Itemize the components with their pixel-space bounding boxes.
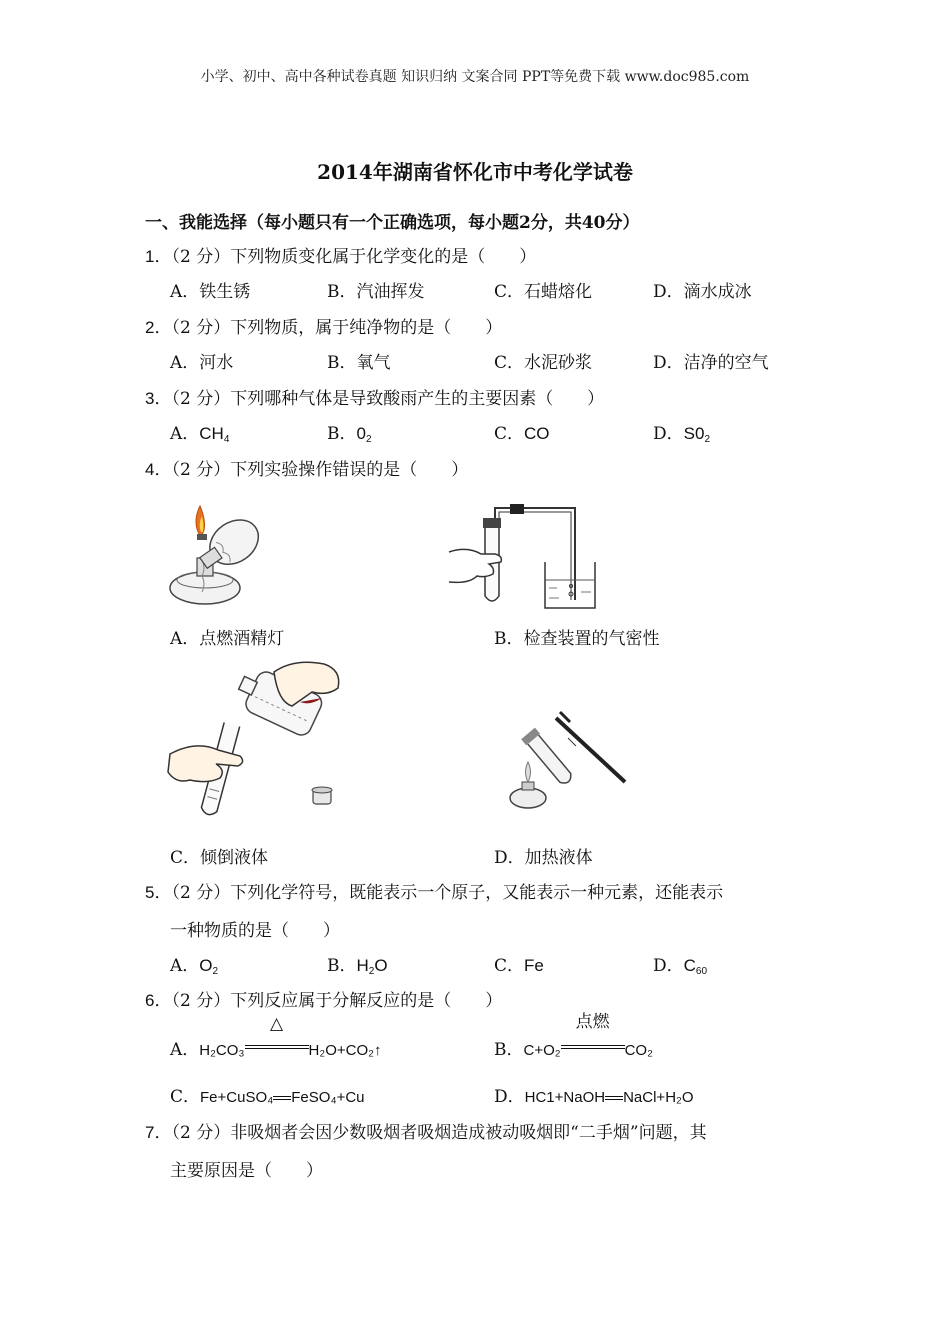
question-4 <box>145 457 468 483</box>
q4-option-b: B．检查装置的气密性 <box>494 629 660 649</box>
question-stem: （2 分）下列化学符号，既能表示一个原子，又能表示一种元素，还能表示 <box>171 883 724 903</box>
question-number: 1． <box>145 247 172 266</box>
question-7 <box>145 1120 707 1146</box>
question-stem: （2 分）下列实验操作错误的是（ ） <box>171 460 469 480</box>
alcohol-lamp-lighting-illustration <box>160 500 270 612</box>
equation-right: CO₂ <box>624 1042 653 1059</box>
question-3 <box>145 386 604 412</box>
q4-option-a: A．点燃酒精灯 <box>170 629 285 649</box>
q6-option-a: A．H₂CO₃ △ H₂O+CO₂↑ <box>170 1037 381 1064</box>
page-header: 小学、初中、高中各种试卷真题 知识归纳 文案合同 PPT等免费下载 www.doc985.com <box>200 69 750 85</box>
q5-option-b: B．$H_2O$ <box>327 956 388 977</box>
equation-left: Fe+CuSO₄ <box>200 1089 274 1106</box>
q4-option-c: C．倾倒液体 <box>170 848 269 868</box>
question-stem: （2 分）下列哪种气体是导致酸雨产生的主要因素（ ） <box>171 389 605 409</box>
q3-option-c: C．CO <box>494 424 550 444</box>
question-number: 2． <box>145 318 172 337</box>
q3-option-b: B．$0_2$ <box>327 424 372 445</box>
question-stem: （2 分）下列反应属于分解反应的是（ ） <box>171 991 503 1011</box>
q1-option-c: C．石蜡熔化 <box>494 282 593 302</box>
question-number: 6． <box>145 991 172 1010</box>
exam-title: 2014年湖南省怀化市中考化学试卷 <box>317 160 633 184</box>
q6-option-b: B．C+O₂ 点燃 CO₂ <box>494 1037 653 1064</box>
equation-right: NaCl+H₂O <box>623 1089 694 1106</box>
equation-left: HC1+NaOH <box>524 1089 606 1106</box>
question-number: 4． <box>145 460 172 479</box>
q5-option-c: C．Fe <box>494 956 544 976</box>
question-5 <box>145 880 723 906</box>
ignite-condition: 点燃 <box>575 1012 610 1032</box>
q3-option-d: D．$S0_2$ <box>653 424 710 445</box>
equation-right: FeSO₄+Cu <box>291 1089 365 1106</box>
q6-option-d: D．HC1+NaOH NaCl+H₂O <box>494 1087 694 1107</box>
q2-option-b: B．氧气 <box>327 353 391 373</box>
question-number: 5． <box>145 883 172 902</box>
equation-left: C+O₂ <box>523 1042 561 1059</box>
question-stem: （2 分）下列物质变化属于化学变化的是（ ） <box>171 247 537 267</box>
question-5-continuation: 一种物质的是（ ） <box>170 921 340 941</box>
q5-option-d: D．$C_{60}$ <box>653 956 708 977</box>
question-2 <box>145 315 502 341</box>
heat-condition: △ <box>270 1014 284 1034</box>
q2-option-a: A．河水 <box>170 353 234 373</box>
equation-right: H₂O+CO₂↑ <box>308 1042 382 1059</box>
section-heading: 一、我能选择（每小题只有一个正确选项，每小题2分，共40分） <box>145 213 640 233</box>
q5-option-a: A．$O_2$ <box>170 956 219 977</box>
question-stem: （2 分）下列物质，属于纯净物的是（ ） <box>171 318 503 338</box>
question-stem: （2 分）非吸烟者会因少数吸烟者吸烟造成被动吸烟即“二手烟”问题，其 <box>171 1123 707 1143</box>
heating-liquid-illustration <box>500 700 630 812</box>
equation-left: H₂CO₃ <box>199 1042 245 1059</box>
q6-option-c: C．Fe+CuSO₄ FeSO₄+Cu <box>170 1087 365 1107</box>
q3-option-a: A．$CH_4$ <box>170 424 230 445</box>
q1-option-b: B．汽油挥发 <box>327 282 425 302</box>
q1-option-a: A．铁生锈 <box>170 282 251 302</box>
question-number: 3． <box>145 389 172 408</box>
pouring-liquid-illustration <box>170 662 350 822</box>
question-6 <box>145 988 502 1014</box>
question-number: 7． <box>145 1123 172 1142</box>
question-1 <box>145 244 536 270</box>
airtightness-check-illustration <box>445 500 605 612</box>
q4-option-d: D．加热液体 <box>494 848 593 868</box>
q2-option-c: C．水泥砂浆 <box>494 353 593 373</box>
q2-option-d: D．洁净的空气 <box>653 353 769 373</box>
question-7-continuation: 主要原因是（ ） <box>170 1161 323 1181</box>
q1-option-d: D．滴水成冰 <box>653 282 752 302</box>
